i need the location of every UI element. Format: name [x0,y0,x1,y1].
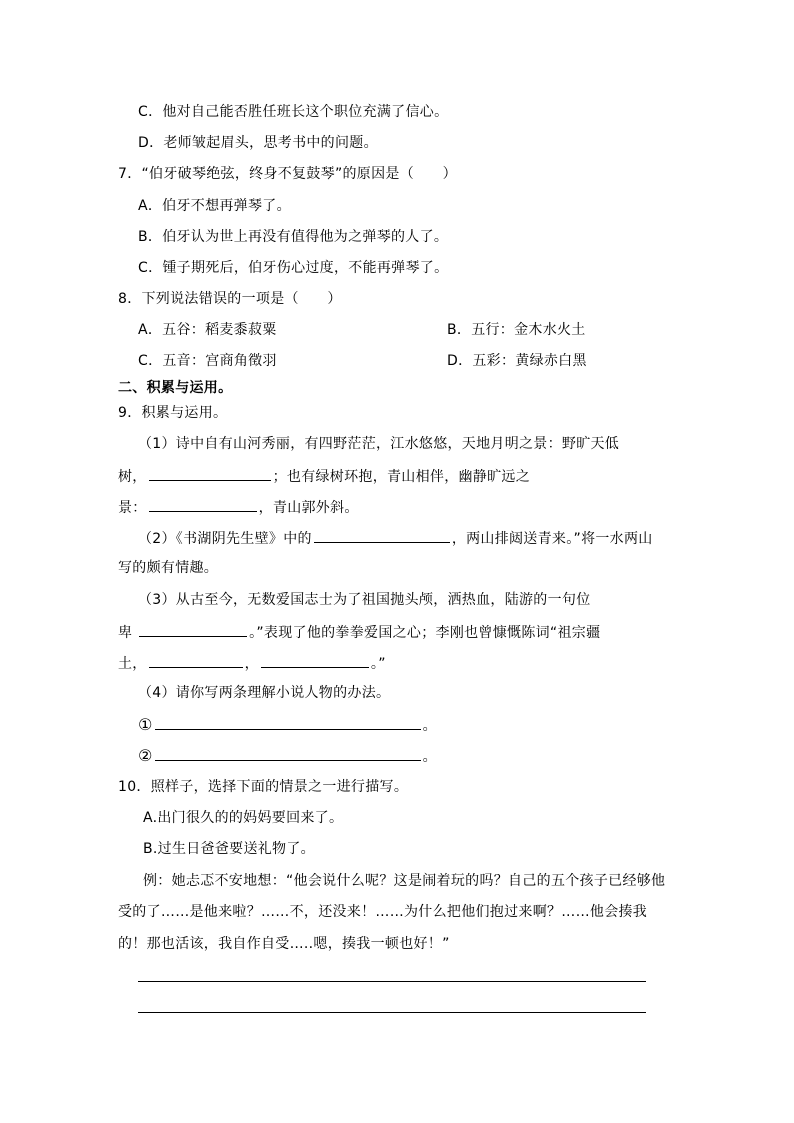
q8-stem: 8．下列说法错误的一项是（ ） [118,291,342,307]
answer-blank[interactable] [149,496,257,512]
q9-part4-stem: （4）请你写两条理解小说人物的办法。 [138,685,391,701]
q7-stem: 7．“伯牙破琴绝弦，终身不复鼓琴”的原因是（ ） [118,166,457,182]
q6-option-c: C．他对自己能否胜任班长这个职位充满了信心。 [138,104,449,120]
q9-part1-text: 树， [118,469,147,485]
q9-part3-text: 土， [118,656,147,672]
q7-option-a: A．伯牙不想再弹琴了。 [138,198,291,214]
q7-option-b: B．伯牙认为世上再没有值得他为之弹琴的人了。 [138,229,449,245]
q9-part4-item2 [138,745,437,767]
answer-blank[interactable] [149,652,243,668]
q10-option-b: B.过生日爸爸要送礼物了。 [143,841,315,857]
q9-part1-text: 景： [118,500,147,516]
q9-part2-text: ，两山排闼送青来。”将一水两山 [451,531,653,547]
q6-option-d: D．老师皱起眉头，思考书中的问题。 [138,135,378,151]
q9-part3-line2 [118,621,600,643]
q10-example-line1: 例：她忐忑不安地想：“他会说什么呢？这是闹着玩的吗？自己的五个孩子已经够他 [143,873,666,889]
q9-part3-line3 [118,652,386,674]
q10-example-line2: 受的了……是他来啦？……不，还没来！……为什么把他们抱过来啊？……他会揍我 [118,904,648,920]
q9-part3-text: 。”表现了他的拳拳爱国之心；李刚也曾慷慨陈词“祖宗疆 [249,625,601,641]
q8-option-c: C．五音：宫商角徵羽 [138,353,277,369]
q9-part3-text: 卑 [118,625,138,641]
circled-number-1: ① [138,715,153,734]
q9-part1-text: ；也有绿树环抱，青山相伴，幽静旷远之 [272,469,531,485]
q8-option-d: D．五彩：黄绿赤白黑 [447,353,587,369]
answer-writing-line[interactable] [138,981,646,982]
q10-example-line3: 的！那也活该，我自作自受…..嗯，揍我一顿也好！” [118,936,450,952]
q9-stem: 9．积累与运用。 [118,405,228,421]
q9-part1-line3 [118,496,359,518]
q7-option-c: C．锺子期死后，伯牙伤心过度，不能再弹琴了。 [138,260,449,276]
q9-part2-text: （2）《书湖阴先生壁》中的 [138,531,312,547]
period: 。 [422,718,437,734]
q10-option-a: A.出门很久的的妈妈要回来了。 [143,810,344,826]
q8-option-a: A．五谷：稻麦黍菽粟 [138,322,277,338]
answer-blank[interactable] [314,527,450,543]
q9-part2-line1 [138,527,653,549]
q9-part1-line1: （1）诗中自有山河秀丽，有四野茫茫，江水悠悠，天地月明之景：野旷天低 [138,436,620,452]
period: 。 [422,749,437,765]
answer-blank[interactable] [149,465,271,481]
q8-option-b: B．五行：金木水火土 [447,322,586,338]
q9-part3-line1: （3）从古至今，无数爱国志士为了祖国抛头颅，洒热血，陆游的一句位 [138,592,591,608]
q9-part4-item1 [138,714,437,736]
answer-blank[interactable] [139,621,247,637]
q9-part1-text: ，青山郭外斜。 [258,500,359,516]
q9-part3-text: 。” [370,656,386,672]
q9-part3-text: ， [244,656,259,672]
answer-blank[interactable] [155,745,421,761]
circled-number-2: ② [138,746,153,765]
q10-stem: 10．照样子，选择下面的情景之一进行描写。 [118,779,409,795]
q9-part2-line2: 写的颇有情趣。 [118,560,219,576]
answer-blank[interactable] [261,652,369,668]
answer-writing-line[interactable] [138,1012,646,1013]
q9-part1-line2 [118,465,530,487]
section-title: 二、积累与运用。 [118,380,233,396]
answer-blank[interactable] [155,714,421,730]
